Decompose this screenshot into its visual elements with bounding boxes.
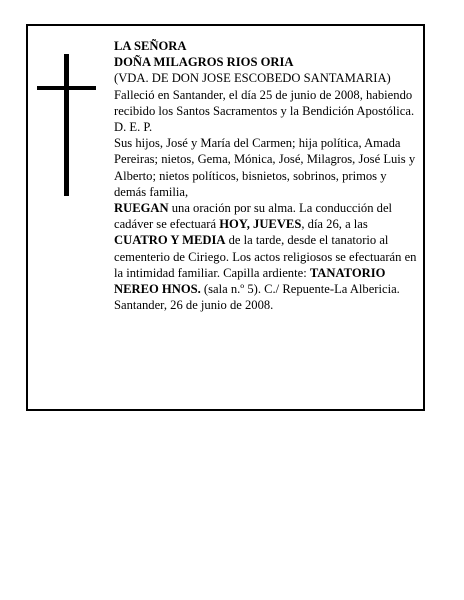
request-label: RUEGAN: [114, 201, 169, 216]
widow-of-line: (VDA. DE DON JOSE ESCOBEDO SANTAMARIA): [114, 71, 391, 86]
obituary-text: [114, 38, 420, 313]
chapel-text: (sala n.º 5). C./ Repuente-La Albericia.: [200, 282, 400, 297]
request-text: una oración por su alma. La conducción del cadáver se efectuará: [114, 201, 393, 232]
family-list: Sus hijos, José y María del Carmen; hija política, Amada Pereiras; nietos, Gema, Mónica, José, Milagros, José Luis y Alberto; nietos políticos, bisnietos, sobrinos, primos y demás familia,: [114, 136, 416, 199]
chapel-name: TANATORIO NEREO HNOS.: [114, 265, 386, 297]
deceased-name: DOÑA MILAGROS RIOS ORIA: [114, 55, 294, 70]
funeral-day: HOY, JUEVES: [219, 217, 302, 232]
latin-cross-icon: [64, 54, 69, 196]
death-statement: Falleció en Santander, el día 25 de junio de 2008, habiendo recibido los Santos Sacramentos y la Bendición Apostólica.: [114, 87, 415, 118]
latin-cross-icon-crossbar: [37, 86, 96, 90]
place-date-line: Santander, 26 de junio de 2008.: [114, 298, 274, 313]
notice-title: LA SEÑORA: [114, 39, 187, 53]
day-text: , día 26, a las: [301, 217, 368, 232]
rip-line: D. E. P.: [114, 120, 153, 135]
time-text: de la tarde, desde el tanatorio al cementerio de Ciriego. Los actos religiosos se efectuarán en la intimidad familiar. Capilla ardiente:: [114, 233, 417, 280]
funeral-time: CUATRO Y MEDIA: [114, 233, 226, 248]
funeral-details: [114, 200, 420, 297]
